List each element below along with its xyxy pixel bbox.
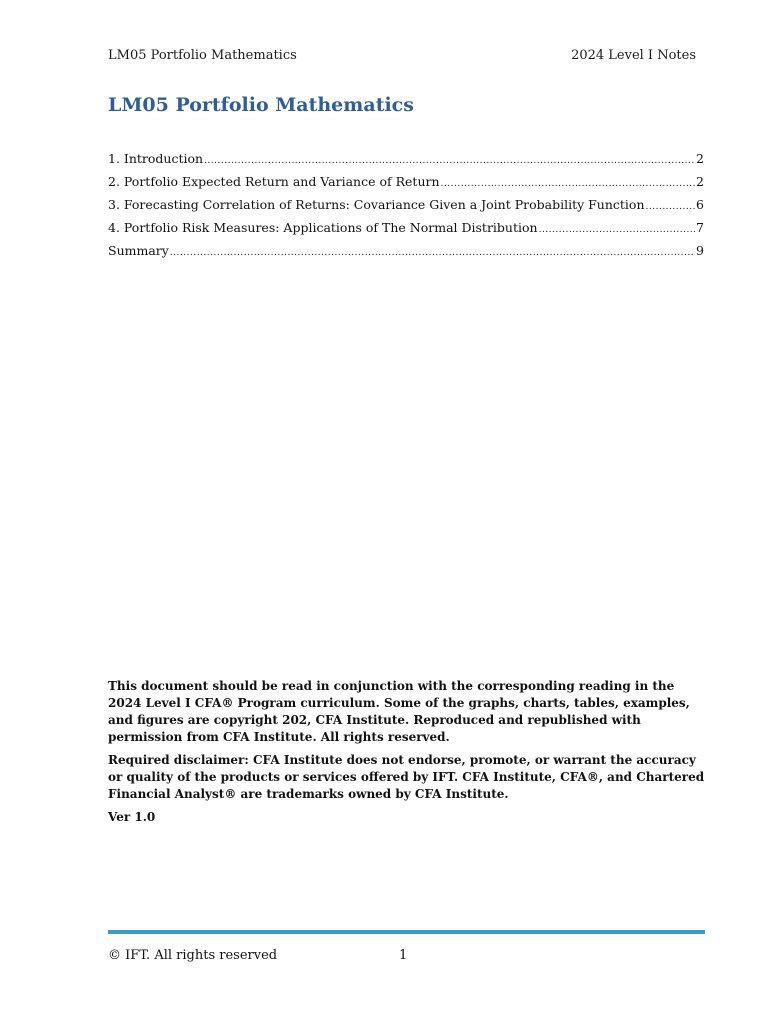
toc-entry[interactable] [108,174,704,197]
required-disclaimer: Required disclaimer: CFA Institute does not endorse, promote, or warrant the accuracy or quality of the products or services offered by IFT. CFA Institute, CFA®, and Chartered Financial Analyst® are trademarks owned by CFA Institute. [108,753,705,801]
toc-leader-dots [441,179,696,189]
header-doc-name: LM05 Portfolio Mathematics [108,48,297,63]
version-label: Ver 1.0 [108,810,156,824]
curriculum-notice: This document should be read in conjunction with the corresponding reading in the 2024 Level I CFA® Program curriculum. Some of the graphs, charts, tables, examples, and figures are copyright 202, CFA Institute. Reproduced and republished with permission from CFA Institute. All rights reserved. [108,679,690,744]
copyright-disclaimer [108,678,708,832]
toc-entry-page: 7 [696,220,704,235]
toc-entry-label: 2. Portfolio Expected Return and Variance of Return [108,174,440,189]
toc-entry-label: Summary [108,243,169,258]
toc-entry[interactable] [108,243,704,266]
toc-leader-dots [539,225,695,235]
toc-leader-dots [646,202,696,212]
toc-entry-page: 6 [696,197,704,212]
toc-entry-label: 3. Forecasting Correlation of Returns: Covariance Given a Joint Probability Function [108,197,645,212]
toc-entry[interactable] [108,197,704,220]
toc-entry-label: 1. Introduction [108,151,204,166]
footer-page-number: 1 [399,948,408,963]
page-header [108,48,696,63]
document-title: LM05 Portfolio Mathematics [108,94,414,116]
toc-entry-page: 2 [696,174,704,189]
toc-entry-page: 2 [696,151,704,166]
toc-leader-dots [170,248,695,258]
toc-entry[interactable] [108,220,704,243]
toc-entry-label: 4. Portfolio Risk Measures: Applications of The Normal Distribution [108,220,538,235]
toc-leader-dots [204,156,695,166]
footer-divider [108,930,705,934]
header-edition: 2024 Level I Notes [571,48,696,63]
table-of-contents [108,151,704,266]
toc-entry[interactable] [108,151,704,174]
toc-entry-page: 9 [696,243,704,258]
footer-copyright: © IFT. All rights reserved [108,948,278,963]
